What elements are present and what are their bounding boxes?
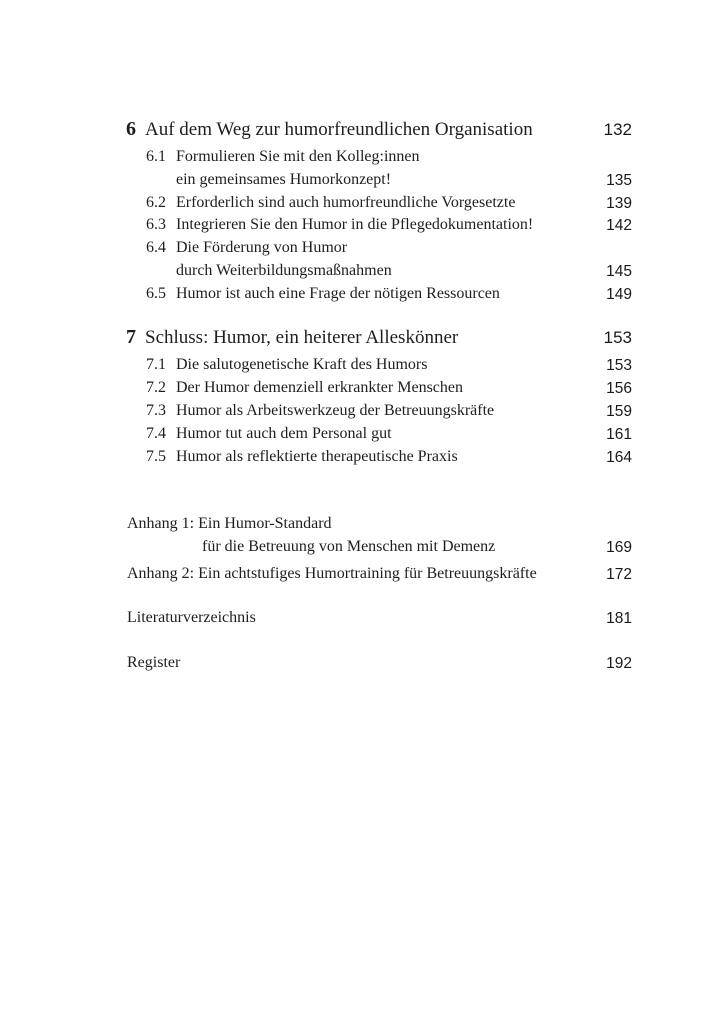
page-number: 153 — [603, 328, 632, 347]
toc-entry-7-3[interactable] — [0, 401, 719, 425]
toc-entry-6-1[interactable] — [0, 147, 719, 171]
toc-entry-6-3[interactable] — [0, 215, 719, 239]
section-title: Die Förderung von Humor — [176, 239, 348, 256]
toc-entry-6-4-continued[interactable] — [0, 261, 719, 285]
page-number: 169 — [606, 539, 632, 556]
chapter-6-heading[interactable] — [0, 120, 719, 144]
page-number: 135 — [606, 172, 632, 189]
toc-entry-6-2[interactable] — [0, 193, 719, 217]
section-number: 7.1 — [146, 356, 166, 373]
toc-entry-7-2[interactable] — [0, 378, 719, 402]
section-number: 7.2 — [146, 379, 166, 396]
literature-title: Literaturverzeichnis — [127, 609, 256, 626]
section-title: Erforderlich sind auch humorfreundliche Vorgesetzte — [176, 194, 516, 211]
toc-entry-6-5[interactable] — [0, 284, 719, 308]
page-number: 159 — [606, 403, 632, 420]
section-number: 7.5 — [146, 448, 166, 465]
section-title: Humor als Arbeitswerkzeug der Betreuungskräfte — [176, 402, 495, 419]
chapter-title: Auf dem Weg zur humorfreundlichen Organisation — [145, 119, 533, 140]
section-title: Der Humor demenziell erkrankter Menschen — [176, 379, 463, 396]
page-number: 149 — [606, 286, 632, 303]
chapter-title: Schluss: Humor, ein heiterer Alleskönner — [145, 327, 459, 348]
page-number: 161 — [606, 426, 632, 443]
toc-entry-7-5[interactable] — [0, 447, 719, 471]
toc-entry-appendix-1-continued[interactable] — [0, 537, 719, 561]
page-number: 164 — [606, 449, 632, 466]
page-number: 156 — [606, 380, 632, 397]
section-number: 7.4 — [146, 425, 166, 442]
toc-entry-7-1[interactable] — [0, 355, 719, 379]
chapter-number: 6 — [126, 118, 136, 140]
toc-entry-6-1-continued[interactable] — [0, 170, 719, 194]
section-number: 6.3 — [146, 216, 166, 233]
toc-entry-literature[interactable] — [0, 608, 719, 632]
register-title: Register — [127, 654, 181, 671]
chapter-7-heading[interactable] — [0, 328, 719, 352]
page-number: 192 — [606, 655, 632, 672]
page-number: 172 — [606, 566, 632, 583]
section-title: Die salutogenetische Kraft des Humors — [176, 356, 428, 373]
toc-entry-register[interactable] — [0, 653, 719, 677]
section-number: 6.1 — [146, 148, 166, 165]
page-number: 142 — [606, 217, 632, 234]
section-title-continued: ein gemeinsames Humorkonzept! — [176, 171, 392, 188]
toc-entry-appendix-1[interactable] — [0, 514, 719, 538]
page-number: 181 — [606, 610, 632, 627]
page-number: 145 — [606, 263, 632, 280]
section-title: Humor tut auch dem Personal gut — [176, 425, 392, 442]
section-title: Integrieren Sie den Humor in die Pflegedokumentation! — [176, 216, 534, 233]
appendix-title: Anhang 2: Ein achtstufiges Humortraining für Betreuungskräfte — [127, 565, 537, 582]
section-number: 6.2 — [146, 194, 166, 211]
page-number: 139 — [606, 195, 632, 212]
section-number: 6.4 — [146, 239, 166, 256]
page-number: 132 — [603, 120, 632, 139]
chapter-number: 7 — [126, 326, 136, 348]
toc-entry-7-4[interactable] — [0, 424, 719, 448]
appendix-title-continued: für die Betreuung von Menschen mit Demenz — [202, 538, 496, 555]
appendix-title: Anhang 1: Ein Humor-Standard — [127, 515, 332, 532]
toc-entry-appendix-2[interactable] — [0, 564, 719, 588]
section-number: 7.3 — [146, 402, 166, 419]
page-number: 153 — [606, 357, 632, 374]
toc-entry-6-4[interactable] — [0, 238, 719, 262]
section-number: 6.5 — [146, 285, 166, 302]
section-title: Humor ist auch eine Frage der nötigen Ressourcen — [176, 285, 500, 302]
section-title: Humor als reflektierte therapeutische Praxis — [176, 448, 458, 465]
section-title-continued: durch Weiterbildungsmaßnahmen — [176, 262, 392, 279]
section-title: Formulieren Sie mit den Kolleg:innen — [176, 148, 420, 165]
